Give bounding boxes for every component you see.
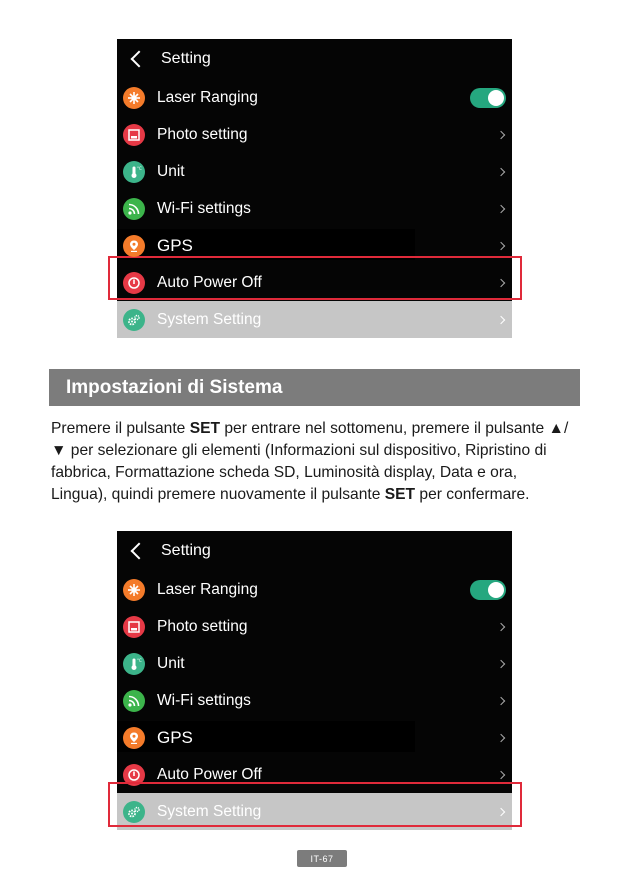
chevron-right-icon [497, 167, 505, 175]
menu-item-label: Laser Ranging [157, 88, 258, 106]
laser-icon [123, 579, 145, 601]
text-run: per confermare. [415, 486, 530, 503]
chevron-right-icon [497, 622, 505, 630]
chevron-right-icon [497, 241, 505, 249]
svg-text:°C: °C [137, 165, 142, 171]
wifi-icon [123, 690, 145, 712]
text-run: per entrare nel sottomenu, premere il pulsante [220, 420, 549, 437]
chevron-right-icon [497, 130, 505, 138]
menu-item-label: System Setting [157, 310, 262, 328]
menu-item-unit[interactable] [117, 153, 512, 190]
menu-item-wifi-settings[interactable] [117, 190, 512, 227]
location-icon [123, 235, 145, 257]
chevron-right-icon [497, 659, 505, 667]
menu-item-photo-setting[interactable] [117, 116, 512, 153]
menu-item-wifi-settings[interactable] [117, 682, 512, 719]
menu-item-label: GPS [157, 727, 193, 747]
thermometer-icon [123, 161, 145, 183]
menu-item-label: Photo setting [157, 125, 248, 143]
set-keyword: SET [384, 486, 416, 503]
chevron-right-icon [497, 315, 505, 323]
menu-item-photo-setting[interactable] [117, 608, 512, 645]
menu-item-label: Auto Power Off [157, 273, 262, 291]
back-arrow-icon[interactable] [131, 51, 148, 68]
title-bar [117, 39, 512, 79]
instruction-paragraph [51, 418, 576, 506]
svg-text:°C: °C [137, 657, 142, 663]
back-arrow-icon[interactable] [131, 543, 148, 560]
menu-item-laser-ranging[interactable] [117, 571, 512, 608]
menu-item-unit[interactable] [117, 645, 512, 682]
wifi-icon [123, 198, 145, 220]
thermometer-icon [123, 653, 145, 675]
chevron-right-icon [497, 696, 505, 704]
title-bar [117, 531, 512, 571]
screen-title: Setting [161, 50, 211, 67]
set-keyword: SET [189, 420, 221, 437]
up-down-arrows-icon: ▲/▼ [51, 420, 569, 459]
photo-icon [123, 616, 145, 638]
highlight-auto-power-off [108, 256, 522, 300]
menu-item-label: Wi-Fi settings [157, 691, 251, 709]
laser-ranging-toggle[interactable] [470, 580, 506, 600]
laser-ranging-toggle[interactable] [470, 88, 506, 108]
menu-item-laser-ranging[interactable] [117, 79, 512, 116]
menu-item-label: Unit [157, 654, 185, 672]
menu-item-label: Auto Power Off [157, 765, 262, 783]
menu-item-label: Unit [157, 162, 185, 180]
gears-icon [123, 309, 145, 331]
chevron-right-icon [497, 770, 505, 778]
text-run: Premere il pulsante [51, 420, 190, 437]
chevron-right-icon [497, 733, 505, 741]
location-icon [123, 727, 145, 749]
menu-item-label: Wi-Fi settings [157, 199, 251, 217]
text-run: per selezionare gli elementi (Informazioni sul dispositivo, Ripristino di fabbrica, Formattazione scheda SD, Luminosità display, Data e ora, Lingua), quindi premere nuovamente il pulsante [51, 442, 547, 503]
menu-item-gps[interactable] [117, 719, 512, 756]
chevron-right-icon [497, 204, 505, 212]
photo-icon [123, 124, 145, 146]
menu-item-label: Photo setting [157, 617, 248, 635]
menu-item-label: System Setting [157, 802, 262, 820]
section-header [49, 369, 580, 406]
screen-title: Setting [161, 542, 211, 559]
menu-item-label: GPS [157, 235, 193, 255]
highlight-system-setting [108, 782, 522, 827]
menu-item-system-setting[interactable] [117, 301, 512, 338]
menu-item-label: Laser Ranging [157, 580, 258, 598]
laser-icon [123, 87, 145, 109]
section-title: Impostazioni di Sistema [66, 376, 283, 398]
page-number: IT-67 [297, 850, 347, 867]
